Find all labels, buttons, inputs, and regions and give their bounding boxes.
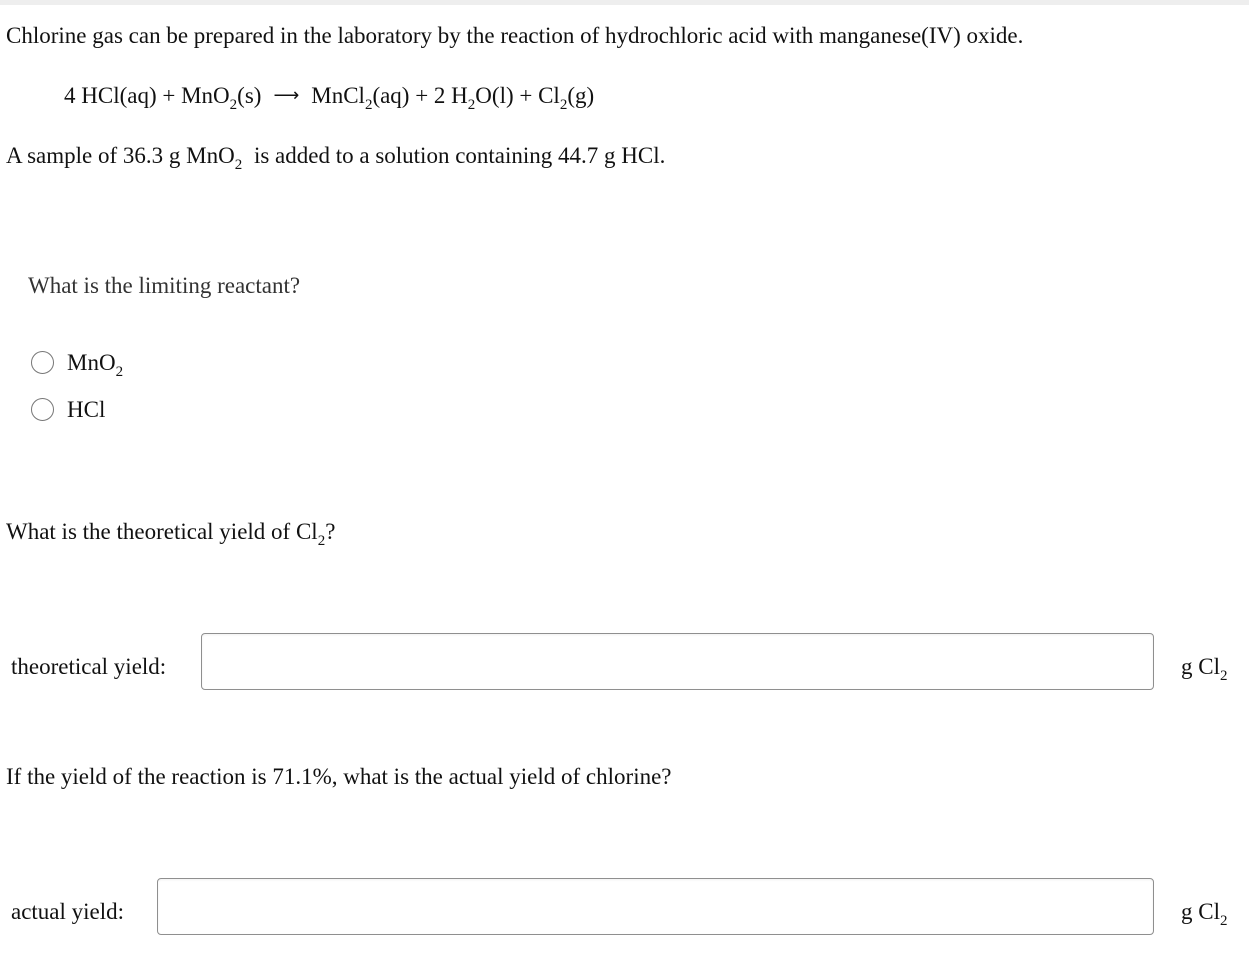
sample-part1: A sample of 36.3 g MnO xyxy=(6,143,235,168)
theoretical-yield-question xyxy=(6,519,336,549)
unit-sub: 2 xyxy=(1219,913,1228,929)
q2-text: What is the theoretical yield of Cl xyxy=(6,519,318,544)
eq-r1-sub: 2 xyxy=(364,97,373,113)
eq-r3-sub: 2 xyxy=(559,97,568,113)
unit-text: g Cl xyxy=(1181,654,1220,679)
eq-left: 4 HCl(aq) + MnO xyxy=(64,83,230,108)
q2-end: ? xyxy=(325,519,336,544)
eq-r2-sub: 2 xyxy=(467,97,476,113)
intro-text: Chlorine gas can be prepared in the laboratory by the reaction of hydrochloric acid with manganese(IV) oxide. xyxy=(6,23,1024,48)
actual-yield-unit xyxy=(1181,899,1228,929)
radio-button[interactable] xyxy=(31,351,54,374)
eq-left-sub: 2 xyxy=(229,97,238,113)
sample-sub: 2 xyxy=(234,157,243,173)
unit-sub: 2 xyxy=(1219,668,1228,684)
actual-yield-question: If the yield of the reaction is 71.1%, what is the actual yield of chlorine? xyxy=(6,764,672,789)
sample-part2: is added to a solution containing 44.7 g HCl. xyxy=(248,143,666,168)
theoretical-yield-label: theoretical yield: xyxy=(11,654,167,679)
actual-yield-label: actual yield: xyxy=(11,899,125,924)
option-hcl[interactable] xyxy=(31,398,105,421)
eq-r2: (aq) + 2 H xyxy=(372,83,468,108)
option-mno2[interactable] xyxy=(31,350,124,380)
eq-r3: O(l) + Cl xyxy=(475,83,560,108)
sample-text xyxy=(6,143,666,173)
eq-left-end: (s) xyxy=(237,83,262,108)
actual-yield-input[interactable] xyxy=(157,878,1154,935)
eq-r1: MnCl xyxy=(311,83,365,108)
option-text: MnO xyxy=(67,350,116,375)
q2-sub: 2 xyxy=(317,533,326,549)
reaction-arrow-icon: ⟶ xyxy=(273,85,300,106)
radio-button[interactable] xyxy=(31,398,54,421)
option-label: HCl xyxy=(67,397,106,422)
eq-r4: (g) xyxy=(567,83,595,108)
top-divider xyxy=(0,0,1249,5)
option-label xyxy=(67,350,124,380)
reaction-equation xyxy=(64,83,595,113)
limiting-reactant-question: What is the limiting reactant? xyxy=(28,273,301,298)
theoretical-yield-unit xyxy=(1181,654,1228,684)
option-sub: 2 xyxy=(115,364,124,380)
theoretical-yield-input[interactable] xyxy=(201,633,1154,690)
unit-text: g Cl xyxy=(1181,899,1220,924)
